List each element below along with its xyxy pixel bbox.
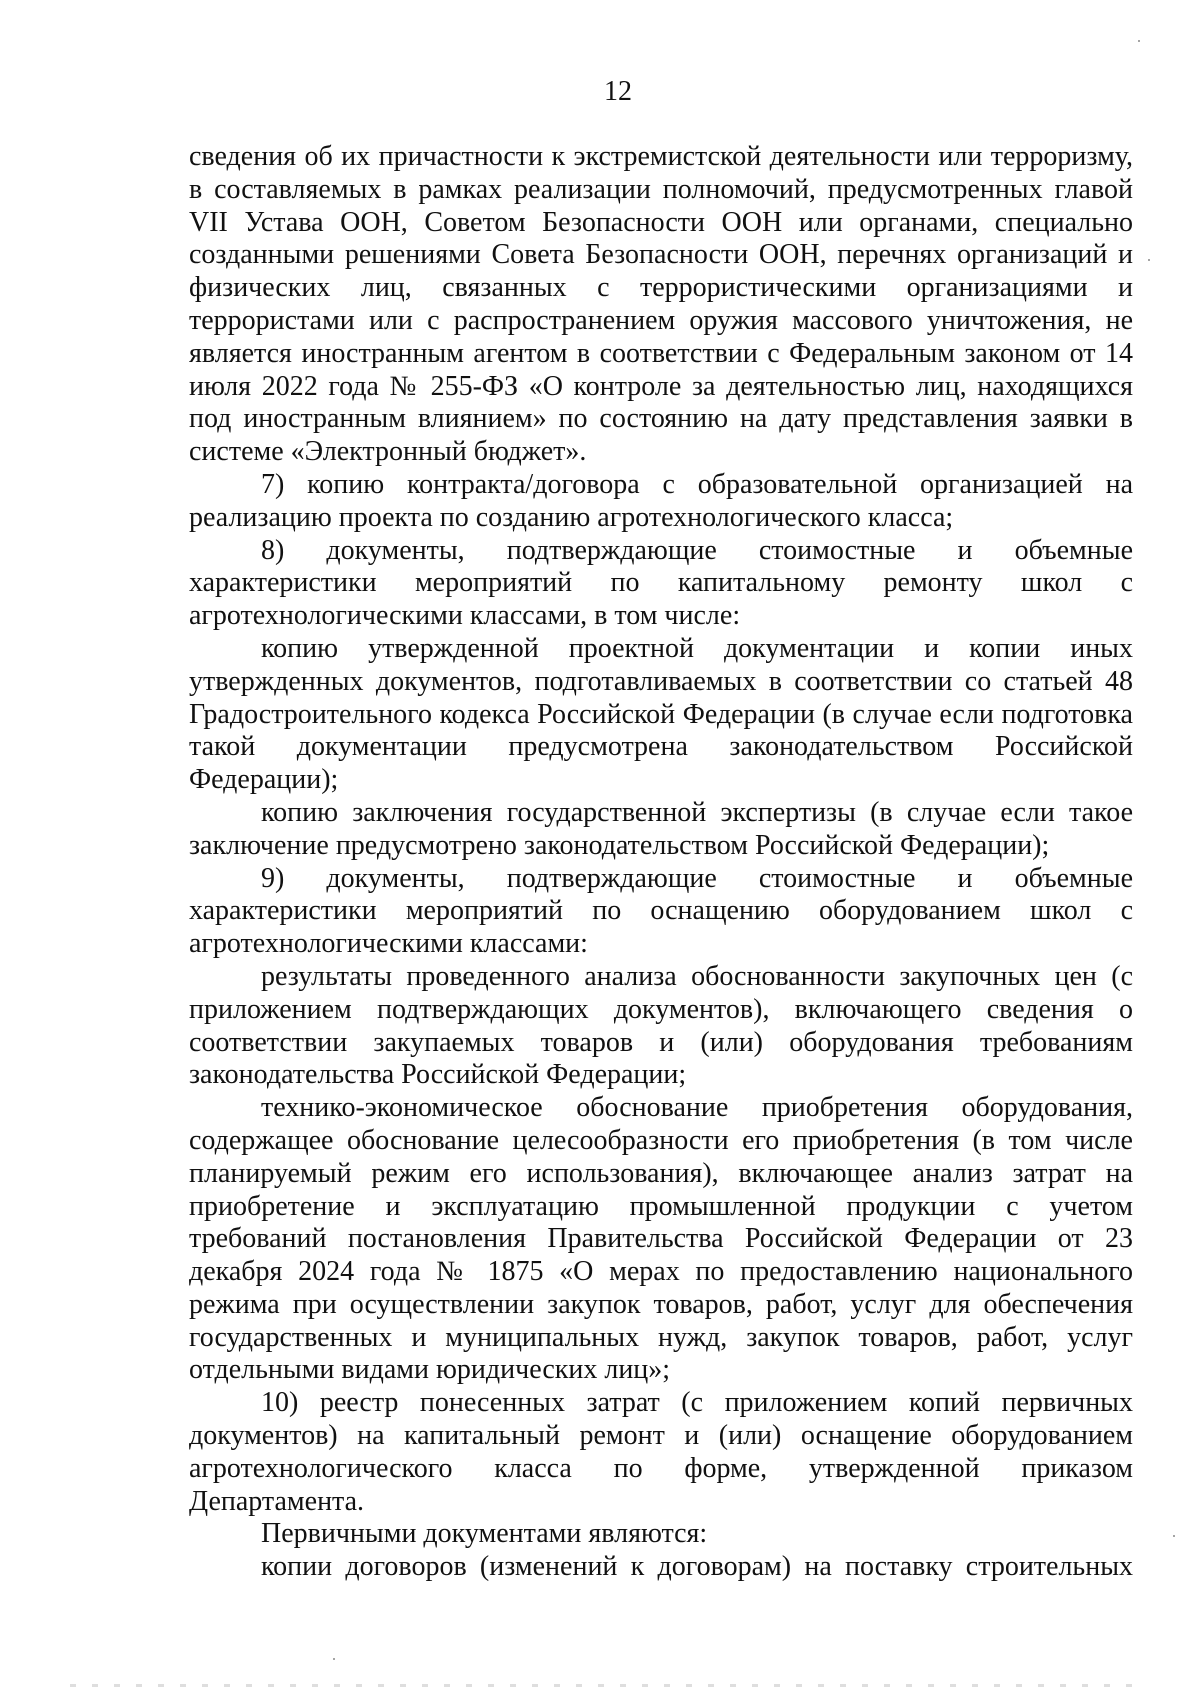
- paragraph-primary-docs-heading: Первичными документами являются:: [261, 1518, 708, 1550]
- scan-artifact: [333, 1658, 335, 1660]
- paragraph-contract-copies: копии договоров (изменений к договорам) на поставку строительных: [261, 1551, 1133, 1583]
- scan-artifact: [1138, 40, 1140, 42]
- document-body: [189, 141, 1133, 1584]
- scan-edge-artifact: [70, 1684, 1140, 1687]
- paragraph-item-8: 8) документы, подтверждающие стоимостные и объемные характеристики мероприятий по капитальному ремонту школ с агротехнологическими классами, в том числе:: [189, 534, 1133, 632]
- paragraph-item-9-price-analysis: результаты проведенного анализа обоснованности закупочных цен (с приложением подтверждающих документов), включающего сведения о соответствии закупаемых товаров и (или) оборудования требованиям законодательства Российской Федерации;: [189, 960, 1133, 1091]
- scan-artifact: [1173, 1535, 1175, 1537]
- paragraph-item-10: 10) реестр понесенных затрат (с приложением копий первичных документов) на капитальный ремонт и (или) оснащение оборудованием агротехнологического класса по форме, утвержденной приказом Департамента.: [189, 1387, 1133, 1517]
- paragraph-item-9: 9) документы, подтверждающие стоимостные и объемные характеристики мероприятий по оснащению оборудованием школ с агротехнологическими классами:: [189, 862, 1133, 960]
- paragraph-continuation: сведения об их причастности к экстремистской деятельности или терроризму, в составляемых в рамках реализации полномочий, предусмотренных главой VII Устава ООН, Советом Безопасности ООН или органами, специально созданными решениями Совета Безопасности ООН, перечнях организаций и физических лиц, связанных с террористическими организациями и террористами или с распространением оружия массового уничтожения, не является иностранным агентом в соответствии с Федеральным законом от 14 июля 2022 года № 255-ФЗ «О контроле за деятельностью лиц, находящихся под иностранным влиянием» по состоянию на дату представления заявки в системе «Электронный бюджет».: [189, 141, 1133, 468]
- paragraph-item-8-design-docs: копию утвержденной проектной документации и копии иных утвержденных документов, подготавливаемых в соответствии со статьей 48 Градостроительного кодекса Российской Федерации (в случае если подготовка такой документации предусмотрена законодательством Российской Федерации);: [189, 632, 1133, 796]
- paragraph-item-9-feasibility: технико-экономическое обоснование приобретения оборудования, содержащее обоснование целесообразности его приобретения (в том числе планируемый режим его использования), включающее анализ затрат на приобретение и эксплуатацию промышленной продукции с учетом требований постановления Правительства Российской Федерации от 23 декабря 2024 года № 1875 «О мерах по предоставлению национального режима при осуществлении закупок товаров, работ, услуг для обеспечения государственных и муниципальных нужд, закупок товаров, работ, услуг отдельными видами юридических лиц»;: [189, 1092, 1133, 1386]
- paragraph-item-8-expertise: копию заключения государственной экспертизы (в случае если такое заключение предусмотрено законодательством Российской Федерации);: [189, 796, 1133, 861]
- paragraph-item-7: 7) копию контракта/договора с образовательной организацией на реализацию проекта по созданию агротехнологического класса;: [189, 468, 1133, 533]
- page-number: 12: [604, 76, 632, 107]
- scan-artifact: [1148, 259, 1150, 261]
